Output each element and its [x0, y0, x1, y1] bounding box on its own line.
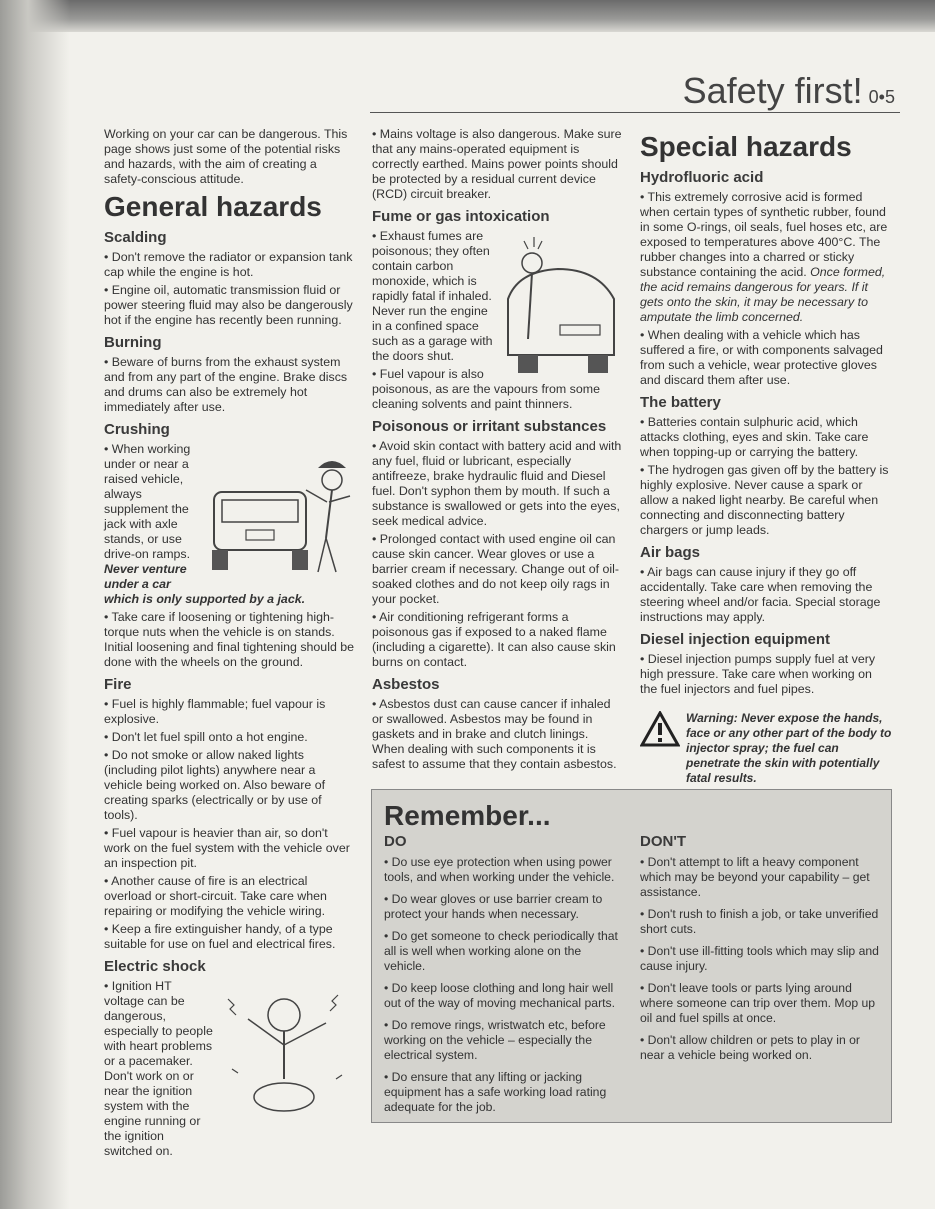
fire-heading: Fire: [104, 676, 132, 693]
remember-title: Remember...: [384, 800, 551, 831]
poisonous-heading: Poisonous or irritant substances: [372, 418, 607, 435]
column-left: [104, 127, 356, 1162]
fire-para-5: • Another cause of fire is an electrical overload or short-circuit. Take care when repairing or modifying the vehicle wiring.: [104, 874, 327, 918]
do-item: • Do ensure that any lifting or jacking equipment has a safe working load rating adequate for the job.: [384, 1070, 607, 1114]
binding-shadow: [0, 0, 70, 1209]
fume-para-2: • Fuel vapour is also poisonous, as are the vapours from some cleaning solvents and paint thinners.: [372, 367, 600, 411]
injector-warning: [640, 711, 892, 786]
dont-item: • Don't attempt to lift a heavy component which may be beyond your capability – get assistance.: [640, 855, 870, 899]
dont-item: • Don't leave tools or parts lying around where someone can trip over them. Mop up oil and fuel spills at once.: [640, 981, 876, 1025]
intro-text: Working on your car can be dangerous. This page shows just some of the potential risks and hazards, with the aim of creating a safety-conscious attitude.: [104, 127, 348, 186]
hydrofluoric-para-1: • This extremely corrosive acid is formed when certain types of synthetic rubber, found in some O-rings, oil seals, fuel hoses etc, are exposed to temperatures above 400°C. The rubber changes into a charred or sticky substance containing the acid.: [640, 190, 888, 279]
crushing-para-2: • Take care if loosening or tightening high-torque nuts when the vehicle is on stands. Initial loosening and final tightening should be done with the wheels on the ground.: [104, 610, 355, 669]
header-rule: [370, 112, 900, 113]
poisonous-para-1: • Avoid skin contact with battery acid and with any fuel, fluid or lubricant, especially antifreeze, brake hydraulic fluid and Diesel fuel. Don't syphon them by mouth. If such a substance is swallowed or gets into the eyes, seek medical advice.: [372, 439, 622, 528]
airbags-para: • Air bags can cause injury if they go off accidentally. Take care when removing the steering wheel and/or facia. Special storage instructions may apply.: [640, 565, 881, 624]
do-item: • Do wear gloves or use barrier cream to protect your hands when necessary.: [384, 892, 603, 921]
scalding-para-2: • Engine oil, automatic transmission fluid or power steering fluid may also be dangerously hot if the engine has recently been running.: [104, 283, 353, 327]
fire-para-2: • Don't let fuel spill onto a hot engine.: [104, 730, 308, 744]
electric-shock-illustration: [218, 979, 356, 1129]
battery-para-2: • The hydrogen gas given off by the battery is highly explosive. Never cause a spark or allow a naked light nearby. Be careful when connecting and disconnecting battery chargers or jump leads.: [640, 463, 889, 537]
dont-column: [640, 834, 880, 1070]
dont-item: • Don't rush to finish a job, or take unverified short cuts.: [640, 907, 879, 936]
fume-heading: Fume or gas intoxication: [372, 208, 550, 225]
crushing-para-1: • When working under or near a raised vehicle, always supplement the jack with axle stands, or use drive-on ramps.: [104, 442, 191, 561]
dont-heading: DON'T: [640, 833, 687, 850]
burning-heading: Burning: [104, 334, 162, 351]
warning-text: Warning: Never expose the hands, face or any other part of the body to injector spray; the fuel can penetrate the skin with potentially fatal results.: [686, 711, 892, 785]
crushing-warning-emphasis: Never venture under a car which is only supported by a jack.: [104, 562, 306, 606]
do-item: • Do remove rings, wristwatch etc, before working on the vehicle – especially the electrical system.: [384, 1018, 606, 1062]
scalding-heading: Scalding: [104, 229, 167, 246]
asbestos-para: • Asbestos dust can cause cancer if inhaled or swallowed. Asbestos may be found in gaskets and in brake and clutch linings. When dealing with such components it is safest to assume that they contain asbestos.: [372, 697, 617, 771]
do-column: [384, 834, 624, 1122]
hydrofluoric-emphasis: Once formed, the acid remains dangerous for years. If it gets onto the skin, it may be necessary to amputate the limb concerned.: [640, 265, 886, 324]
remember-box: [371, 789, 892, 1123]
car-on-jack-illustration: [206, 442, 356, 582]
hydrofluoric-para-2: • When dealing with a vehicle which has suffered a fire, or with components salvaged from such a vehicle, wear protective gloves and discard them after use.: [640, 328, 883, 387]
diesel-heading: Diesel injection equipment: [640, 631, 831, 648]
crushing-heading: Crushing: [104, 421, 170, 438]
running-header: [683, 70, 895, 112]
burning-para: • Beware of burns from the exhaust system and from any part of the engine. Brake discs and drums can also be extremely hot immediately after use.: [104, 355, 348, 414]
page-number: 0•5: [868, 87, 895, 107]
diesel-para: • Diesel injection pumps supply fuel at very high pressure. Take care when working on the fuel injectors and fuel pipes.: [640, 652, 876, 696]
asbestos-heading: Asbestos: [372, 676, 440, 693]
general-hazards-heading: General hazards: [104, 191, 322, 222]
hydrofluoric-heading: Hydrofluoric acid: [640, 169, 764, 186]
do-item: • Do use eye protection when using power tools, and when working under the vehicle.: [384, 855, 615, 884]
dont-item: • Don't use ill-fitting tools which may slip and cause injury.: [640, 944, 879, 973]
column-middle: [372, 127, 624, 775]
poisonous-para-3: • Air conditioning refrigerant forms a poisonous gas if exposed to a naked flame (including a cigarette). It can also cause skin burns on contact.: [372, 610, 616, 669]
do-item: • Do keep loose clothing and long hair well out of the way of moving mechanical parts.: [384, 981, 616, 1010]
electric-shock-heading: Electric shock: [104, 958, 206, 975]
electric-shock-para: • Ignition HT voltage can be dangerous, especially to people with heart problems or a pacemaker. Don't work on or near the ignition system with the engine running or the ignition switched on.: [104, 979, 213, 1158]
fire-para-3: • Do not smoke or allow naked lights (including pilot lights) anywhere near a vehicle being worked on. Also beware of creating sparks (electrically or by use of tools).: [104, 748, 326, 822]
fume-para-1: • Exhaust fumes are poisonous; they often contain carbon monoxide, which is rapidly fatal if inhaled. Never run the engine in a confined space such as a garage with the doors shut.: [372, 229, 493, 363]
scalding-para-1: • Don't remove the radiator or expansion tank cap while the engine is hot.: [104, 250, 353, 279]
dont-item: • Don't allow children or pets to play in or near a vehicle being worked on.: [640, 1033, 860, 1062]
page-title: Safety first!: [682, 70, 863, 111]
special-hazards-heading: Special hazards: [640, 131, 852, 162]
fire-para-1: • Fuel is highly flammable; fuel vapour is explosive.: [104, 697, 326, 726]
fire-para-4: • Fuel vapour is heavier than air, so don't work on the fuel system with the vehicle over an inspection pit.: [104, 826, 350, 870]
battery-para-1: • Batteries contain sulphuric acid, which attacks clothing, eyes and skin. Take care when topping-up or carrying the battery.: [640, 415, 869, 459]
warning-triangle-icon: [640, 711, 680, 747]
column-right: [640, 127, 892, 786]
poisonous-para-2: • Prolonged contact with used engine oil can cause skin cancer. Wear gloves or use a barrier cream if necessary. Change out of oil-soaked clothes and do not keep oily rags in your pocket.: [372, 532, 620, 606]
airbags-heading: Air bags: [640, 544, 701, 561]
do-item: • Do get someone to check periodically that all is well when working alone on the vehicle.: [384, 929, 618, 973]
exhaust-fumes-illustration: [498, 229, 624, 379]
do-heading: DO: [384, 833, 407, 850]
page-top-shadow: [0, 0, 935, 32]
mains-voltage-para: • Mains voltage is also dangerous. Make sure that any mains-operated equipment is correctly earthed. Mains power points should be protected by a residual current device (RCD) circuit breaker.: [372, 127, 622, 201]
fire-para-6: • Keep a fire extinguisher handy, of a type suitable for use on fuel and electrical fires.: [104, 922, 336, 951]
battery-heading: The battery: [640, 394, 721, 411]
